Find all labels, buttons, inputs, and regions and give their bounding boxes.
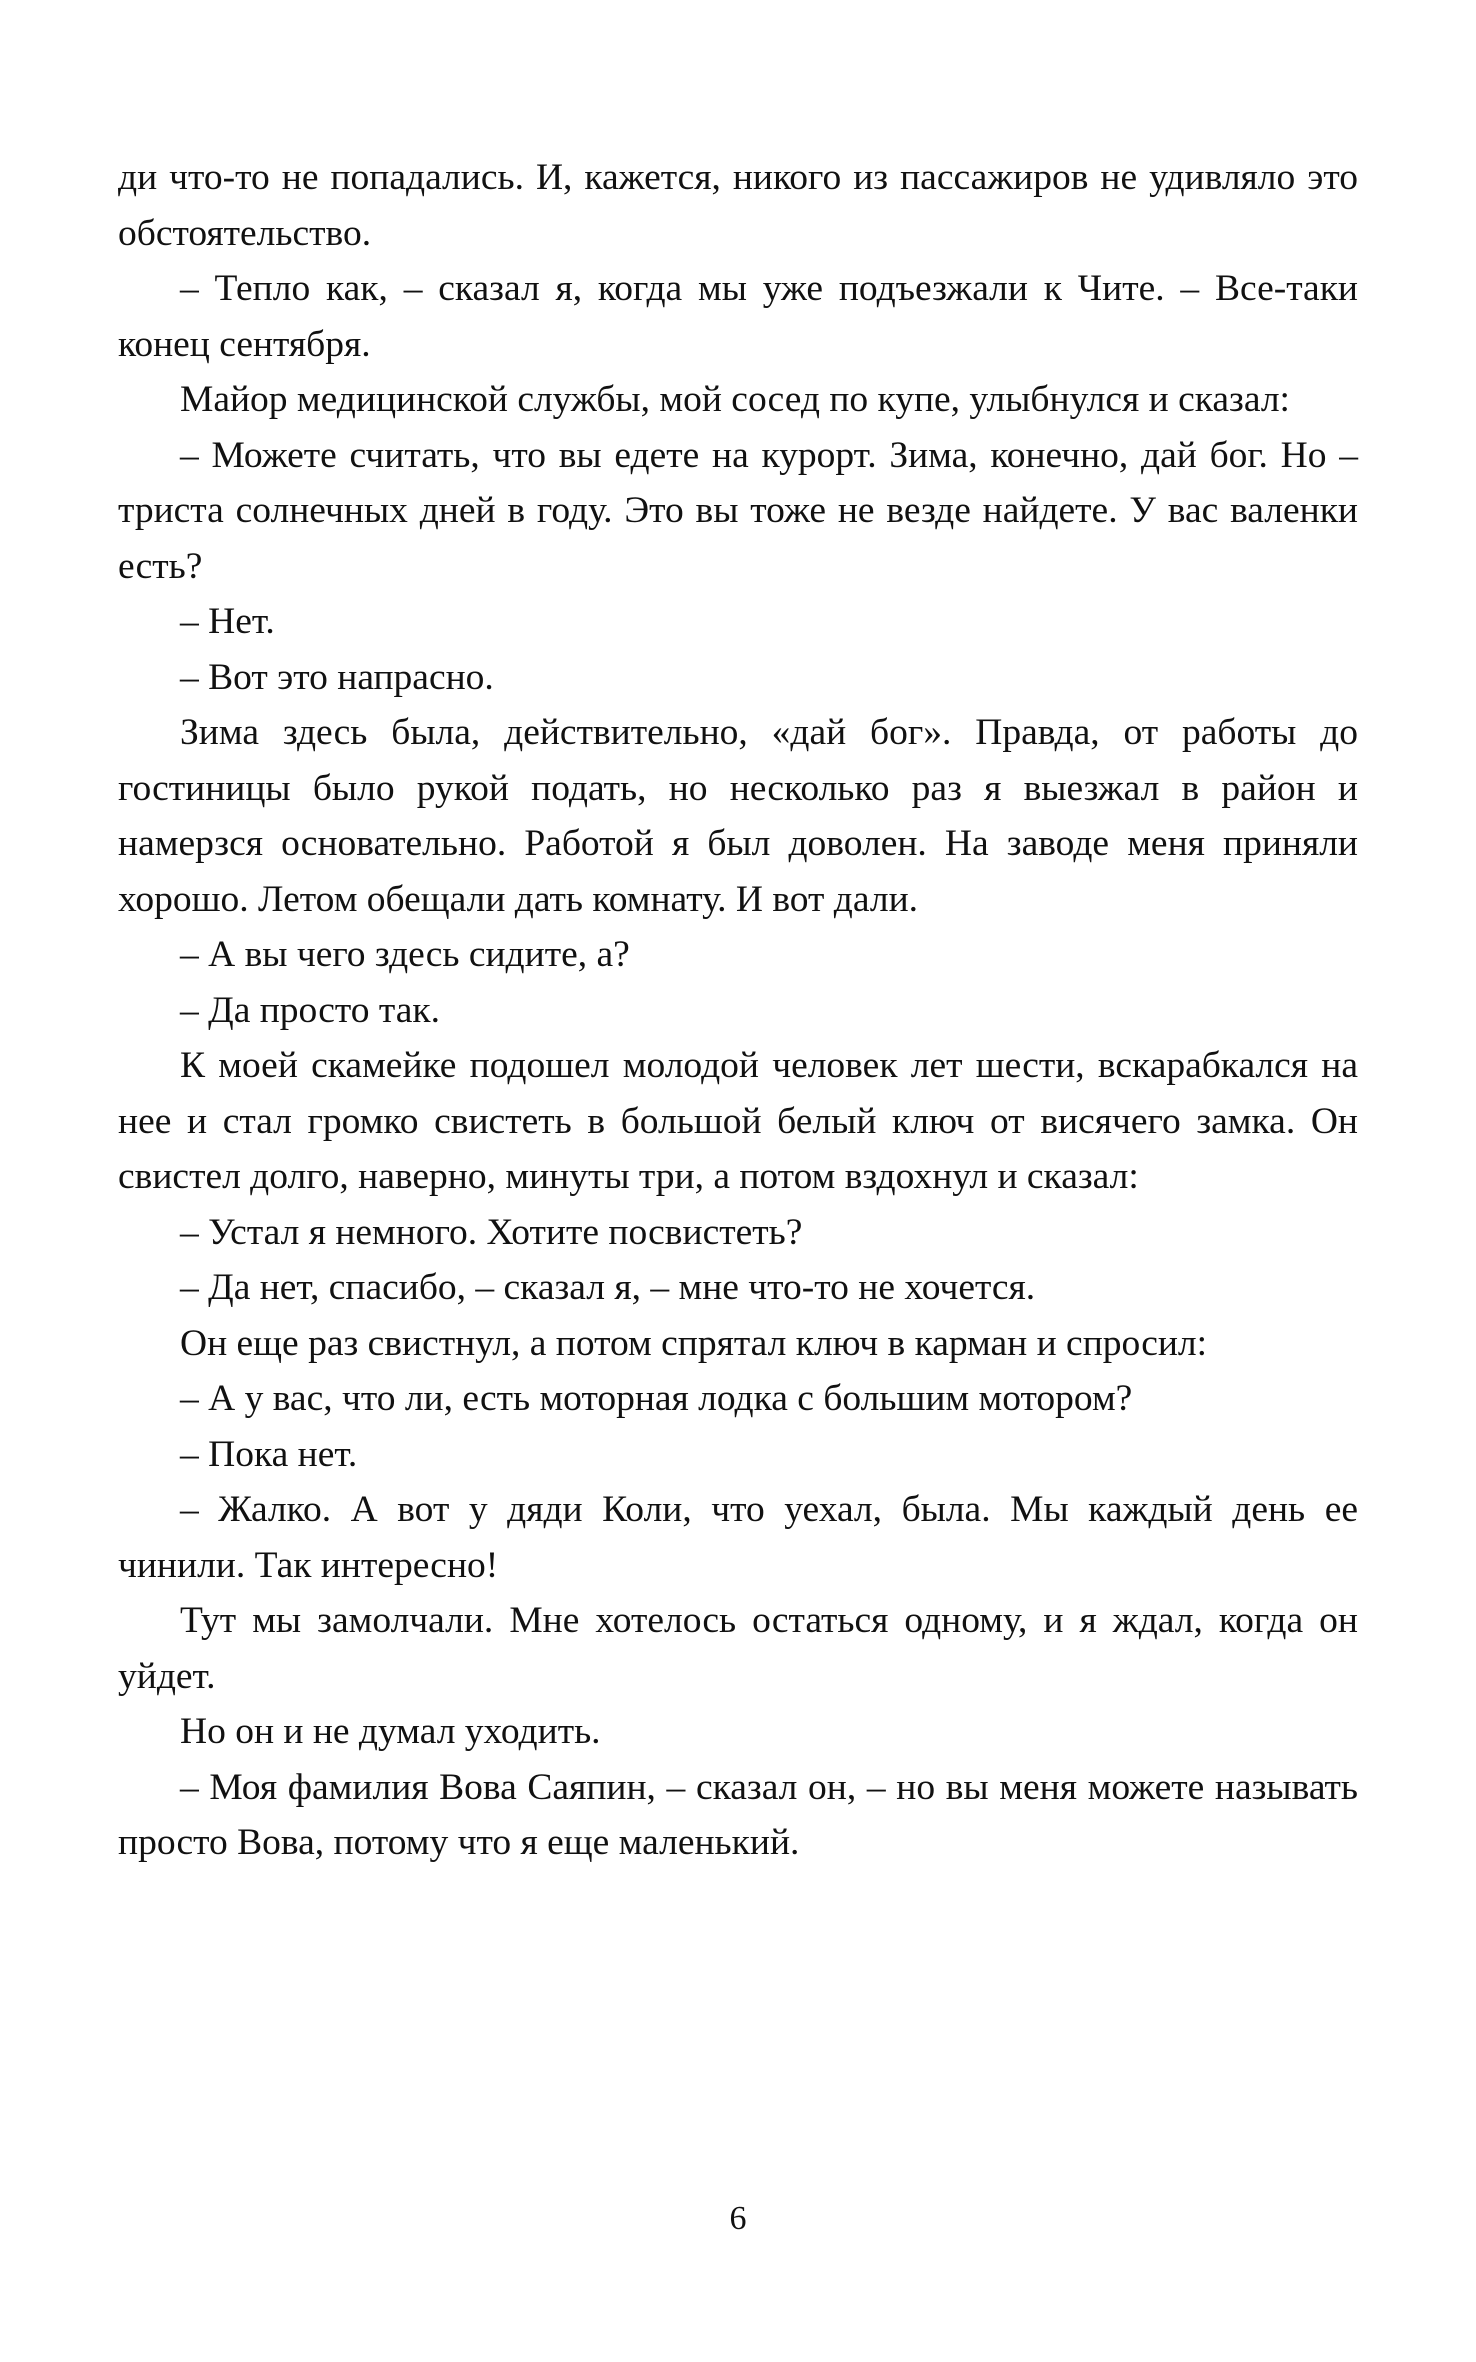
paragraph: – Да просто так. [180,989,440,1031]
paragraph: – Вот это напрасно. [180,656,494,698]
paragraph: – Моя фамилия Вова Саяпин, – сказал он, – но вы меня можете называть просто Вова, потому что я еще маленький. [118,1766,1358,1863]
body-text [118,150,1358,1871]
paragraph: Зима здесь была, действительно, «дай бог». Правда, от работы до гостиницы было рукой подать, но несколько раз я выезжал в район и намерзся основательно. Работой я был доволен. На заводе меня приняли хорошо. Летом обещали дать комнату. И вот дали. [118,712,1358,920]
paragraph: – Можете считать, что вы едете на курорт. Зима, конечно, дай бог. Но – триста солнечных дней в году. Это вы тоже не везде найдете. У вас валенки есть? [118,434,1358,587]
page-number: 6 [729,2200,747,2237]
paragraph: – А у вас, что ли, есть моторная лодка с большим мотором? [180,1378,1133,1419]
paragraph: Майор медицинской службы, мой сосед по купе, улыбнулся и сказал: [180,379,1290,420]
paragraph: – А вы чего здесь сидите, а? [180,934,630,975]
paragraph: Но он и не думал уходить. [180,1711,601,1752]
paragraph: – Да нет, спасибо, – сказал я, – мне что-то не хочется. [180,1267,1036,1308]
paragraph: ди что-то не попадались. И, кажется, никого из пассажиров не удивляло это обстоятельство. [118,157,1358,254]
paragraph: – Устал я немного. Хотите посвистеть? [180,1211,803,1253]
paragraph: – Нет. [180,601,275,642]
paragraph: – Пока нет. [180,1433,358,1475]
paragraph: Он еще раз свистнул, а потом спрятал ключ в карман и спросил: [180,1322,1208,1364]
paragraph: К моей скамейке подошел молодой человек лет шести, вскарабкался на нее и стал громко свистеть в большой белый ключ от висячего замка. Он свистел долго, наверно, минуты три, а потом вздохнул и сказал: [118,1045,1358,1197]
paragraph: – Жалко. А вот у дяди Коли, что уехал, была. Мы каждый день ее чинили. Так интересно! [118,1489,1358,1586]
paragraph: Тут мы замолчали. Мне хотелось остаться одному, и я ждал, когда он уйдет. [118,1600,1358,1697]
paragraph: – Тепло как, – сказал я, когда мы уже подъезжали к Чите. – Все-таки конец сентября. [118,268,1358,365]
